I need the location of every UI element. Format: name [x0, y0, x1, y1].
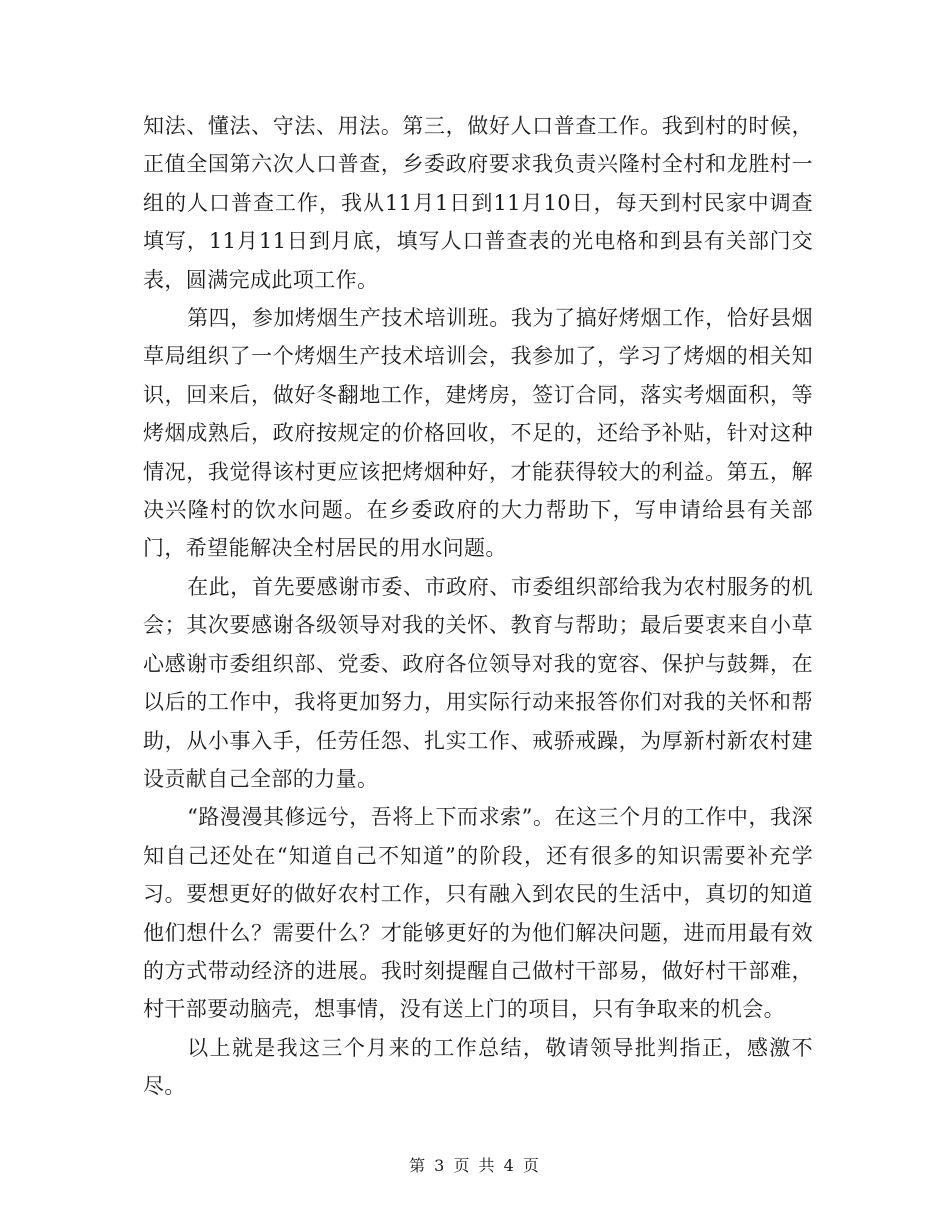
paragraph-3: 在此，首先要感谢市委、市政府、市委组织部给我为农村服务的机会；其次要感谢各级领导对我的关怀、教育与帮助；最后要衷来自小草心感谢市委组织部、党委、政府各位领导对我的宽容、保护与鼓舞，在以后的工作中，我将更加努力，用实际行动来报答你们对我的关怀和帮助，从小事入手，任劳任怨、扎实工作、戒骄戒躁，为厚新村新农村建设贡献自己全部的力量。	[143, 574, 813, 791]
paragraph-5: 以上就是我这三个月来的工作总结，敬请领导批判指正，感激不尽。	[143, 1035, 813, 1099]
page-number-footer: 第 3 页 共 4 页	[409, 1156, 541, 1175]
paragraph-1: 知法、懂法、守法、用法。第三，做好人口普查工作。我到村的时候，正值全国第六次人口普查，乡委政府要求我负责兴隆村全村和龙胜村一组的人口普查工作，我从11月1日到11月10日，每天到村民家中调查填写，11月11日到月底，填写人口普查表的光电格和到县有关部门交表，圆满完成此项工作。	[143, 114, 813, 292]
paragraph-4: “路漫漫其修远兮，吾将上下而求索”。在这三个月的工作中，我深知自己还处在“知道自己不知道”的阶段，还有很多的知识需要补充学习。要想更好的做好农村工作，只有融入到农民的生活中，真切的知道他们想什么？需要什么？才能够更好的为他们解决问题，进而用最有效的方式带动经济的进展。我时刻提醒自己做村干部易，做好村干部难，村干部要动脑壳，想事情，没有送上门的项目，只有争取来的机会。	[143, 805, 813, 1022]
document-body	[143, 107, 813, 1106]
paragraph-2: 第四，参加烤烟生产技术培训班。我为了搞好烤烟工作，恰好县烟草局组织了一个烤烟生产技术培训会，我参加了，学习了烤烟的相关知识，回来后，做好冬翻地工作，建烤房，签订合同，落实考烟面积，等烤烟成熟后，政府按规定的价格回收，不足的，还给予补贴，针对这种情况，我觉得该村更应该把烤烟种好，才能获得较大的利益。第五，解决兴隆村的饮水问题。在乡委政府的大力帮助下，写申请给县有关部门，希望能解决全村居民的用水问题。	[143, 306, 813, 561]
